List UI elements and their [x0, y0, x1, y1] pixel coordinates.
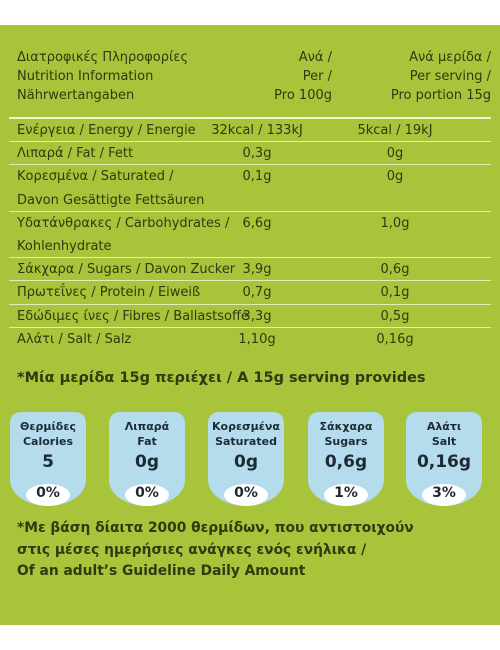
- header-serving-english: Per serving /: [409, 69, 491, 84]
- badge-name-greek: Θερμίδες: [20, 420, 76, 433]
- per100-value: 6,6g: [242, 215, 272, 231]
- gda-badge-sugars: [306, 410, 386, 508]
- badge-name-english: Sugars: [324, 435, 368, 448]
- per100-value: 0,7g: [242, 285, 272, 301]
- serving-value: 0,1g: [380, 285, 410, 301]
- header-title-column: [17, 48, 188, 105]
- row-saturated: [0, 165, 500, 211]
- badge-percent: 0%: [135, 485, 159, 501]
- row-label: Αλάτι / Salt / Salz: [17, 331, 132, 347]
- badge-name-english: Calories: [22, 435, 74, 448]
- serving-value: 1,0g: [380, 215, 410, 231]
- header-serving-column: [391, 48, 491, 105]
- header-per100-column: [274, 48, 332, 105]
- per100-value: 3,3g: [242, 308, 272, 324]
- header-per100-german: Pro 100g: [274, 88, 332, 103]
- row-label: Λιπαρά / Fat / Fett: [17, 146, 134, 162]
- row-label: Σάκχαρα / Sugars / Davon Zucker: [17, 262, 236, 278]
- gda-badge-saturated: [206, 410, 286, 508]
- footnote-line-3: Of an adult’s Guideline Daily Amount: [17, 563, 306, 579]
- badge-name-english: Salt: [431, 435, 457, 448]
- nutrition-table: [0, 119, 500, 351]
- header-per100-english: Per /: [302, 69, 332, 84]
- row-label: Κορεσμένα / Saturated /: [17, 169, 174, 185]
- serving-value: 0,6g: [380, 262, 410, 278]
- per100-value: 32kcal / 133kJ: [211, 123, 303, 138]
- row-label: Εδώδιμες ίνες / Fibres / Ballastsoffe: [17, 308, 249, 324]
- gda-badges: [0, 410, 500, 508]
- badge-percent: 0%: [234, 485, 258, 501]
- header-title-german: Nährwertangaben: [17, 88, 135, 103]
- row-label-line2: Kohlenhydrate: [17, 239, 112, 255]
- per100-value: 0,3g: [242, 146, 272, 162]
- header-serving-greek: Ανά μερίδα /: [409, 50, 491, 65]
- serving-note: *Μία μερίδα 15g περιέχει / A 15g serving provides: [17, 370, 426, 386]
- serving-value: 0,16g: [376, 331, 414, 347]
- footnote: [17, 518, 414, 583]
- header-serving-german: Pro portion 15g: [390, 88, 491, 103]
- per100-value: 0,1g: [242, 169, 272, 185]
- badge-percent: 3%: [432, 485, 456, 501]
- gda-badge-calories: [8, 410, 88, 508]
- row-carbohydrates: [0, 212, 500, 258]
- badge-name-english: Saturated: [215, 435, 277, 448]
- badge-value: 5: [42, 452, 54, 472]
- gda-badge-fat: [107, 410, 187, 508]
- header-title-english: Nutrition Information: [17, 69, 154, 84]
- badge-percent: 1%: [334, 485, 358, 501]
- header-title-greek: Διατροφικές Πληροφορίες: [17, 50, 189, 65]
- row-label: Πρωτεΐνες / Protein / Eiweiß: [17, 285, 201, 301]
- gda-badge-salt: [404, 410, 484, 508]
- row-fibres: [0, 305, 500, 328]
- serving-value: 0,5g: [380, 308, 410, 324]
- badge-value: 0g: [135, 452, 159, 472]
- row-label: Ενέργεια / Energy / Energie: [17, 123, 196, 138]
- serving-value: 0g: [386, 146, 404, 162]
- row-label-line2: Davon Gesättigte Fettsäuren: [17, 192, 205, 208]
- row-fat: [0, 142, 500, 165]
- badge-name-greek: Σάκχαρα: [319, 420, 373, 433]
- badge-name-greek: Λιπαρά: [124, 420, 170, 433]
- row-label: Υδατάνθρακες / Carbohydrates /: [17, 215, 230, 231]
- serving-value: 0g: [386, 169, 404, 185]
- badge-percent: 0%: [36, 485, 60, 501]
- badge-name-greek: Αλάτι: [426, 420, 462, 433]
- row-energy: [0, 119, 500, 142]
- footnote-line-2: στις μέσες ημερήσιες ανάγκες ενός ενήλικα /: [17, 541, 367, 558]
- badge-value: 0g: [234, 452, 258, 472]
- per100-value: 1,10g: [238, 331, 276, 347]
- per100-value: 3,9g: [242, 262, 272, 278]
- header-per100-greek: Ανά /: [298, 50, 332, 65]
- serving-value: 5kcal / 19kJ: [357, 123, 433, 138]
- badge-value: 0,6g: [324, 452, 368, 472]
- nutrition-panel: [0, 25, 500, 625]
- row-protein: [0, 281, 500, 304]
- row-salt: [0, 328, 500, 351]
- row-sugars: [0, 258, 500, 281]
- badge-name-english: Fat: [137, 435, 157, 448]
- badge-value: 0,16g: [416, 452, 472, 472]
- badge-name-greek: Κορεσμένα: [212, 420, 280, 433]
- footnote-line-1: *Με βάση δίαιτα 2000 θερμίδων, που αντιστοιχούν: [17, 520, 414, 536]
